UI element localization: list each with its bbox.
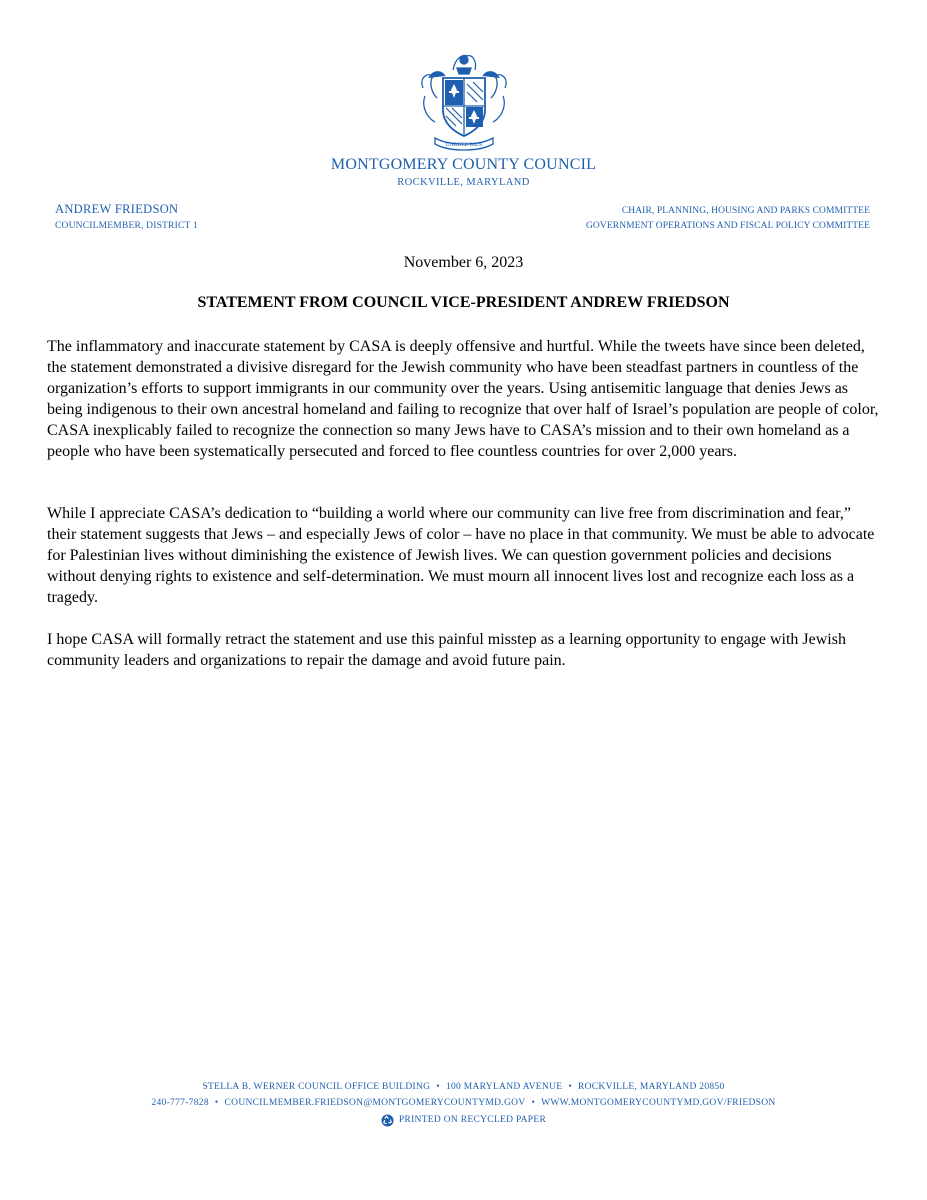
footer-street: 100 MARYLAND AVENUE xyxy=(445,1082,563,1092)
statement-date: November 6, 2023 xyxy=(403,254,524,271)
footer-separator: • xyxy=(436,1082,440,1092)
statement-title: STATEMENT FROM COUNCIL VICE-PRESIDENT ANDREW FRIEDSON xyxy=(197,294,730,311)
footer-separator: • xyxy=(531,1098,536,1108)
county-seal-logo xyxy=(415,48,513,152)
footer-city-zip: ROCKVILLE, MARYLAND 20850 xyxy=(577,1082,725,1092)
recycled-paper-label: PRINTED ON RECYCLED PAPER xyxy=(398,1115,547,1125)
footer-phone: 240-777-7828 xyxy=(151,1098,209,1108)
committee-member-line: GOVERNMENT OPERATIONS AND FISCAL POLICY COMMITTEE xyxy=(585,221,870,231)
body-paragraph-3: I hope CASA will formally retract the statement and use this painful misstep as a learning opportunity to engage with Jewish community leaders and organizations to repair the damage and avoid future pain. xyxy=(47,631,846,669)
footer-website-link[interactable]: WWW.MONTGOMERYCOUNTYMD.GOV/FRIEDSON xyxy=(541,1098,776,1108)
member-title: COUNCILMEMBER, DISTRICT 1 xyxy=(55,221,198,231)
recycle-icon xyxy=(381,1114,394,1127)
committee-chair-line: CHAIR, PLANNING, HOUSING AND PARKS COMMITTEE xyxy=(621,206,870,216)
footer-separator: • xyxy=(568,1082,572,1092)
footer-separator: • xyxy=(214,1098,219,1108)
footer-address xyxy=(0,1081,927,1094)
body-paragraph-1: The inflammatory and inaccurate statement by CASA is deeply offensive and hurtful. While the tweets have since been deleted, the statement demonstrated a divisive disregard for the Jewish community who have been steadfast partners in countless of the organization’s efforts to support immigrants in our community over the years. Using antisemitic language that denies Jews as being indigenous to their own ancestral homeland and failing to recognize that over half of Israel’s population are people of color, CASA inexplicably failed to recognize the connection so many Jews have to CASA’s mission and to their own homeland as a people who have been systematically persecuted and forced to flee countless countries for over 2,000 years. xyxy=(47,338,879,460)
member-name: ANDREW FRIEDSON xyxy=(55,202,179,216)
footer-building: STELLA B. WERNER COUNCIL OFFICE BUILDING xyxy=(202,1082,431,1092)
council-city: ROCKVILLE, MARYLAND xyxy=(397,177,530,188)
footer-recycled-note xyxy=(0,1114,927,1127)
footer-email-link[interactable]: COUNCILMEMBER.FRIEDSON@MONTGOMERYCOUNTYMD.GOV xyxy=(224,1098,526,1108)
council-name: MONTGOMERY COUNTY COUNCIL xyxy=(330,156,597,173)
seal-motto: GARDEZ BIEN xyxy=(445,142,483,148)
footer-contact xyxy=(0,1097,927,1110)
body-paragraph-2: While I appreciate CASA’s dedication to “building a world where our community can live free from discrimination and fear,” their statement suggests that Jews – and especially Jews of color – have no place in that community. We must be able to advocate for Palestinian lives without diminishing the existence of Jewish lives. We can question government policies and decisions without denying rights to existence and self-determination. We must mourn all innocent lives lost and recognize each loss as a tragedy. xyxy=(47,505,875,606)
